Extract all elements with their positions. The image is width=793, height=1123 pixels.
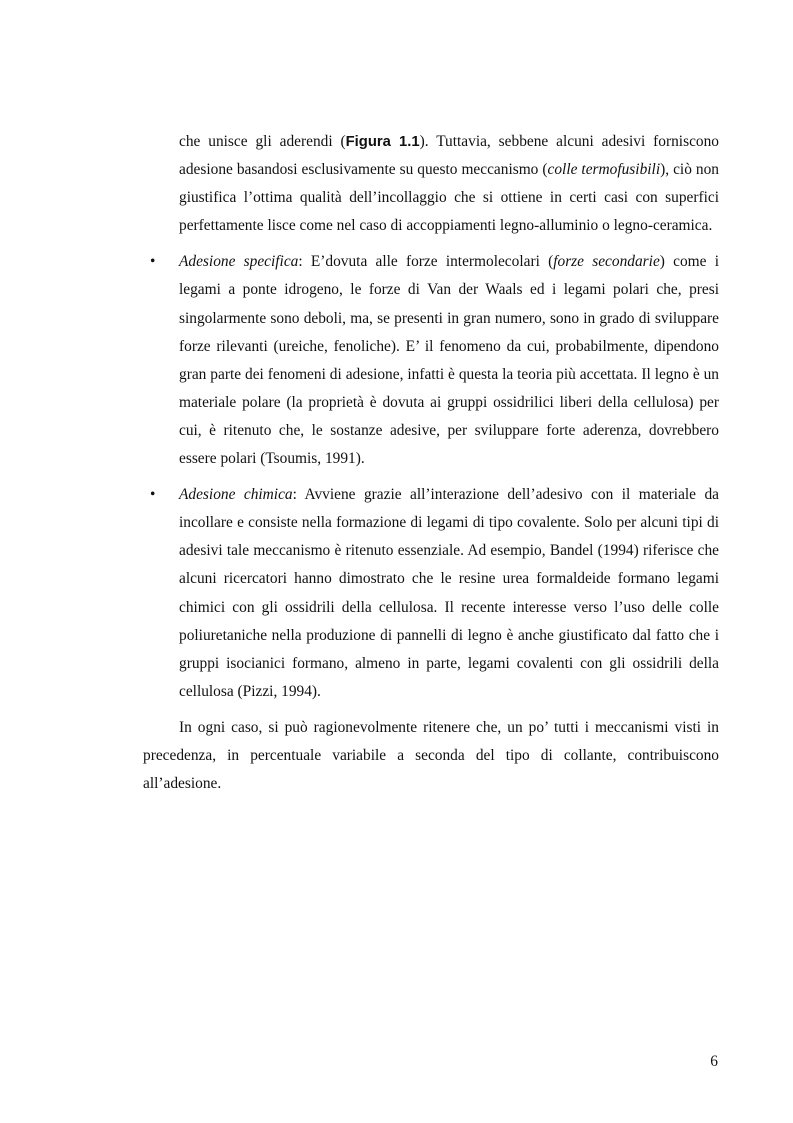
bullet-text	[179, 481, 719, 706]
page-number: 6	[710, 1053, 718, 1070]
page-body	[143, 128, 719, 798]
continuation-text-middle: ). Tuttavia, sebbene alcuni adesivi forniscono adesione basandosi esclusivamente su questo meccanismo (	[179, 133, 719, 179]
continuation-text-end: ), ciò non giustifica l’ottima qualità dell’incollaggio che si ottiene in certi casi con superfici perfettamente lisce come nel caso di accoppiamenti legno-alluminio o legno-ceramica.	[179, 161, 719, 235]
continuation-paragraph	[179, 128, 719, 240]
continuation-text-start: che unisce gli aderendi (	[179, 133, 346, 150]
bullet-item-adesione-chimica	[143, 481, 719, 706]
bullet-term: Adesione chimica	[179, 486, 293, 504]
bullet-icon: •	[150, 486, 156, 504]
bullet-text	[179, 248, 719, 473]
closing-paragraph: In ogni caso, si può ragionevolmente ritenere che, un po’ tutti i meccanismi visti in precedenza, in percentuale variabile a seconda del tipo di collante, contribuiscono all’adesione.	[143, 718, 719, 793]
bullet-body-part2: ) come i legami a ponte idrogeno, le forze di Van der Waals ed i legami polari che, presi singolarmente sono deboli, ma, se presenti in gran numero, sono in grado di sviluppare forze rilevanti (ureiche, fenoliche). E’ il fenomeno da cui, probabilmente, dipendono gran parte dei fenomeni di adesione, infatti è questa la teoria più accettata. Il legno è un materiale polare (la proprietà è dovuta ai gruppi ossidrilici liberi della cellulosa) per cui, è ritenuto che, le sostanze adesive, per sviluppare forte aderenza, dovrebbero essere polari (Tsoumis, 1991).	[179, 253, 719, 468]
bullet-item-adesione-specifica	[143, 248, 719, 473]
bullet-body: : Avviene grazie all’interazione dell’adesivo con il materiale da incollare e consiste nella formazione di legami di tipo covalente. Solo per alcuni tipi di adesivi tale meccanismo è ritenuto essenziale. Ad esempio, Bandel (1994) riferisce che alcuni ricercatori hanno dimostrato che le resine urea formaldeide formano legami chimici con gli ossidrili della cellulosa. Il recente interesse verso l’uso delle colle poliuretaniche nella produzione di pannelli di legno è anche giustificato dal fatto che i gruppi isocianici formano, almeno in parte, legami covalenti con gli ossidrili della cellulosa (Pizzi, 1994).	[179, 486, 719, 700]
italic-term: colle termofusibili	[547, 161, 661, 179]
bullet-body-part1: : E’dovuta alle forze intermolecolari (	[298, 253, 554, 271]
bullet-icon: •	[150, 253, 156, 271]
figure-reference: Figura 1.1	[345, 134, 420, 150]
bullet-term: Adesione specifica	[179, 253, 299, 271]
bullet-italic: forze secondarie	[553, 253, 660, 271]
